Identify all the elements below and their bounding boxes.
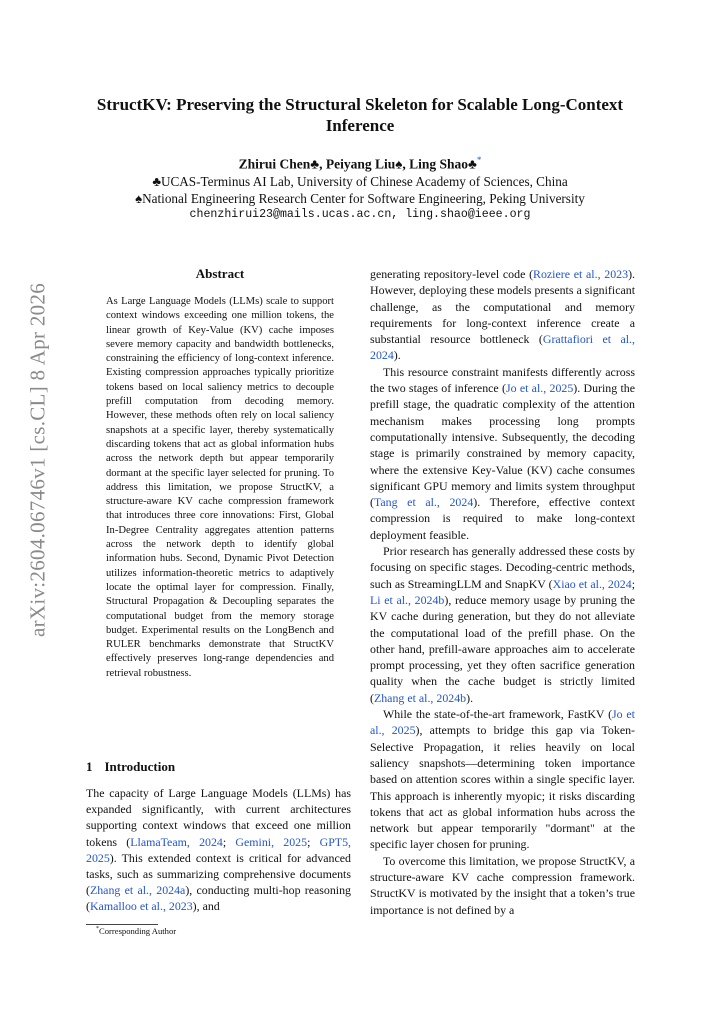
abstract-body: As Large Language Models (LLMs) scale to support context windows exceeding one million tokens, the linear growth of Key-Value (KV) cache imposes severe memory capacity and bandwidth bottlenecks, constraining the efficiency of long-context inference. Existing compression approaches typically prioritize tokens based on local saliency metrics to decouple prefill computation from decoding memory. However, these methods often rely on local saliency snapshots at a specific layer, thereby systematically discarding tokens that act as global information hubs across the network depth but appear temporarily dormant at the specific layer selected for pruning. To address this limitation, we propose StructKV, a structure-aware KV cache compression framework that introduces three core innovations: First, Global In-Degree Centrality aggregates attention patterns across the network depth to identify global information hubs. Second, Dynamic Pivot Detection utilizes information-theoretic metrics to adaptively locate the optimal layer for compression. Finally, Structural Propagation & Decoupling separates the computational budget from the memory storage budget. Experimental results on the LongBench and RULER benchmarks demonstrate that StructKV effectively preserves long-range dependencies and retrieval robustness.	[106, 296, 334, 679]
text-run: ;	[222, 834, 236, 849]
right-paragraph-5: To overcome this limitation, we propose StructKV, a structure-aware KV cache compression framework. StructKV is motivated by the insight that a token’s true importance is not defined by a	[370, 853, 635, 917]
citation-link[interactable]: Gemini, 2025	[235, 834, 308, 849]
citation-link[interactable]: Li et al., 2024b	[370, 592, 445, 607]
text-run: This resource constraint manifests differently across the two stages of inference (	[370, 364, 635, 396]
author-names: Zhirui Chen♣, Peiyang Liu♠, Ling Shao♣	[238, 156, 477, 172]
footnote-text: Corresponding Author	[99, 926, 177, 936]
text-run: ), attempts to bridge this gap via Token-Selective Propagation, it relies heavily on local saliency snapshots—determining token importance based on attention scores within a single specific layer. This approach is inherently myopic; it risks discarding tokens that act as global information hubs across the network but appear temporarily "dormant" at the specific layer chosen for pruning.	[370, 723, 636, 852]
section-title: Introduction	[104, 759, 176, 774]
citation-link[interactable]: Grattafiori et al., 2024	[370, 332, 635, 363]
text-run: ). However, deploying these models presents a significant challenge, as the computational and memory requirements for long-context inference create a substantial resource bottleneck (	[370, 267, 635, 347]
citation-link[interactable]: Zhang et al., 2024a	[89, 883, 186, 898]
text-run: ;	[631, 576, 636, 591]
citation-link[interactable]: GPT5, 2025	[86, 834, 351, 865]
citation-link[interactable]: LlamaTeam, 2024	[130, 834, 223, 849]
text-run: ;	[307, 834, 320, 849]
citation-link[interactable]: Xiao et al., 2024	[552, 576, 632, 591]
right-paragraph-2	[370, 364, 635, 543]
text-run: The capacity of Large Language Models (LLMs) has expanded significantly, with current architectures supporting context windows that exceed one million tokens (	[86, 786, 351, 849]
citation-link[interactable]: Jo et al., 2025	[370, 707, 635, 738]
citation-link[interactable]: Tang et al., 2024	[373, 495, 474, 510]
text-run: ). Therefore, effective context compression is required to make long-context deployment feasible.	[370, 495, 635, 542]
text-run: ), and	[192, 899, 220, 914]
right-paragraph-4	[370, 706, 635, 853]
citation-link[interactable]: Zhang et al., 2024b	[373, 690, 467, 705]
arxiv-identifier	[18, 200, 58, 720]
text-run: ), conducting multi-hop reasoning (	[86, 883, 351, 914]
citation-link[interactable]: Jo et al., 2025	[505, 381, 574, 396]
text-run: While the state-of-the-art framework, FastKV (	[383, 707, 613, 722]
citation-link[interactable]: Kamalloo et al., 2023	[89, 899, 193, 914]
author-list	[80, 155, 640, 173]
text-run: ). During the prefill stage, the quadratic complexity of the attention mechanism makes processing long prompts computationally intensive. Subsequently, the decoding stage is primarily constrained by memory capacity, where the extensive Key-Value (KV) cache consumes significant GPU memory and limits system throughput (	[370, 381, 635, 510]
text-run: ). This extended context is critical for advanced tasks, such as summarizing comprehensive documents (	[86, 850, 351, 898]
right-column	[370, 266, 635, 918]
right-paragraph-3	[370, 543, 635, 706]
text-run: Prior research has generally addressed these costs by focusing on specific stages. Decoding-centric methods, such as StreamingLLM and SnapKV (	[370, 544, 635, 591]
text-run: ), reduce memory usage by pruning the KV cache during generation, but they do not alleviate the computational load of the prefill phase. On the other hand, prefill-aware approaches aim to accelerate prompt processing, yet they often sacrifice generation quality when the cache budget is strictly limited (	[370, 592, 635, 705]
corresponding-author-mark: *	[476, 155, 482, 165]
section-number: 1	[86, 759, 93, 774]
affiliation-2: ♠National Engineering Research Center for Software Engineering, Peking University	[135, 191, 585, 206]
author-emails: chenzhirui23@mails.ucas.ac.cn, ling.shao@ieee.org	[189, 208, 531, 221]
affiliation-1: ♣UCAS-Terminus AI Lab, University of Chinese Academy of Sciences, China	[152, 174, 568, 189]
footnote-divider	[86, 924, 158, 925]
citation-link[interactable]: Roziere et al., 2023	[533, 267, 629, 281]
section-heading-introduction	[86, 759, 175, 775]
arxiv-id-text: arXiv:2604.06746v1 [cs.CL] 8 Apr 2026	[25, 282, 50, 638]
text-run: ).	[393, 348, 401, 363]
right-paragraph-1	[370, 266, 635, 364]
footnote-mark: *	[96, 926, 99, 933]
text-run: ).	[466, 690, 474, 705]
footnote	[96, 926, 176, 936]
paper-title: StructKV: Preserving the Structural Skeleton for Scalable Long-Context Inference	[96, 95, 624, 135]
intro-paragraph-1	[86, 785, 351, 915]
abstract-heading: Abstract	[195, 266, 245, 281]
text-run: generating repository-level code (	[370, 267, 534, 281]
